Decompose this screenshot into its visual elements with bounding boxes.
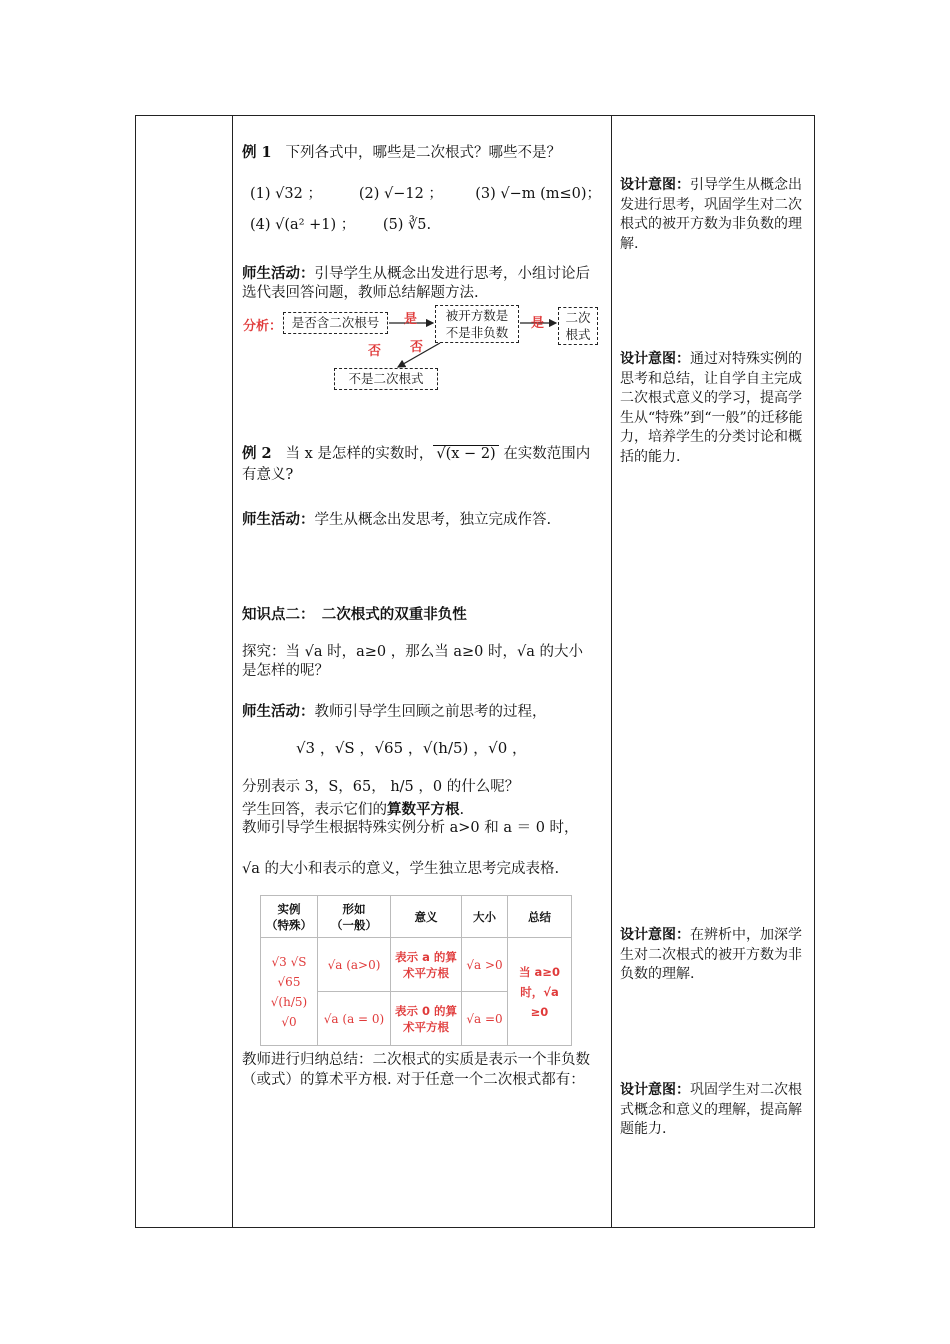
example1-item-5: (5) ∛5.: [382, 217, 432, 233]
example1-item-1: (1) √32 ；: [250, 186, 322, 202]
example2-q-part2: 在实数范围内有意义?: [242, 446, 591, 483]
example2-activity: [242, 510, 551, 530]
design-intent-4: [620, 1081, 808, 1140]
example1-item-2: (2) √−12 ；: [358, 186, 443, 202]
design-intent-1: [620, 176, 808, 254]
td-size2: √a =0: [462, 992, 508, 1046]
knowledge2-guide2: √a 的大小和表示的意义，学生独立思考完成表格.: [242, 861, 560, 877]
activity-text: 学生从概念出发思考，独立完成作答.: [314, 512, 552, 528]
summary-table: [260, 895, 572, 1046]
answer-bold: 算数平方根: [387, 801, 460, 818]
knowledge2-guide1: 教师引导学生根据特殊实例分析 a>0 和 a ＝ 0 时，: [242, 820, 579, 836]
flow-no-1: 否: [368, 344, 382, 359]
flow-no-2: 否: [410, 340, 424, 355]
flow-step2-line1: 被开方数是: [445, 308, 509, 323]
answer-pre: 学生回答，表示它们的: [242, 802, 387, 818]
td-conclusion: 当 a≥0 时，√a ≥0: [508, 938, 572, 1046]
flowchart-label: 分析：: [243, 319, 283, 334]
design-text: 在辨析中，加深学生对二次根式的被开方数为非负数的理解.: [620, 927, 802, 982]
knowledge2-title: 知识点二： 二次根式的双重非负性: [242, 606, 467, 623]
td-form2: √a (a = 0): [318, 992, 391, 1046]
td-form1: √a (a>0): [318, 938, 391, 992]
knowledge2-summary: 教师进行归纳总结：二次根式的实质是表示一个非负数（或式）的算术平方根. 对于任意一个二次根式都有：: [242, 1052, 590, 1088]
example2-question: [242, 443, 592, 486]
knowledge2-activity: [242, 702, 547, 722]
th-form-b: （一般）: [331, 917, 377, 932]
design-intent-3: [620, 926, 808, 985]
flow-step1-text: 是否含二次根号: [291, 315, 380, 330]
answer-post: .: [459, 802, 465, 818]
flow-not-text: 不是二次根式: [348, 371, 424, 386]
example1-question-text: 下列各式中，哪些是二次根式？哪些不是？: [285, 145, 561, 161]
flow-step2-line2: 不是非负数: [445, 325, 509, 340]
design-label: 设计意图：: [620, 927, 690, 943]
example2-expression: √(x − 2): [433, 445, 498, 462]
activity-text: 引导学生从概念出发进行思考，小组讨论后选代表回答问题，教师总结解题方法.: [242, 266, 590, 301]
design-text: 通过对特殊实例的思考和总结，让自学自主完成二次根式意义的学习，提高学生从“特殊”到“一般”的迁移能力，培养学生的分类讨论和概括的能力.: [620, 351, 803, 465]
knowledge2-explore: 探究：当 √a 时，a≥0 ，那么当 a≥0 时，√a 的大小是怎样的呢？: [242, 644, 583, 679]
td-size1: √a >0: [462, 938, 508, 992]
flow-step3-line1: 二次: [565, 310, 591, 325]
knowledge2-roots: √3 ，√S ，√65 ，√(h/5) ，√0 ，: [296, 739, 528, 757]
example1-items-row1: [250, 185, 601, 204]
design-label: 设计意图：: [620, 351, 690, 367]
column-divider-2: [611, 116, 612, 1227]
knowledge2-represent: 分别表示 3，S，65， h/5 ，0 的什么呢？: [242, 779, 520, 795]
th-form: [318, 896, 391, 938]
td-examples: √3 √S √65 √(h/5) √0: [261, 938, 318, 1046]
example1-heading: 例 1: [242, 144, 272, 161]
activity-text: 教师引导学生回顾之前思考的过程，: [314, 704, 547, 720]
activity-label: 师生活动：: [242, 265, 315, 282]
th-example-b: （特殊）: [266, 917, 312, 932]
example2-q-part1: 当 x 是怎样的实数时，: [285, 446, 434, 462]
th-example-a: 实例: [277, 901, 301, 916]
design-label: 设计意图：: [620, 177, 690, 193]
flow-box-is-root: [558, 307, 598, 345]
th-meaning: 意义: [391, 896, 462, 938]
design-label: 设计意图：: [620, 1082, 690, 1098]
td-meaning1: 表示 a 的算术平方根: [391, 938, 462, 992]
design-text: 巩固学生对二次根式概念和意义的理解，提高解题能力.: [620, 1082, 802, 1137]
activity-label: 师生活动：: [242, 703, 315, 720]
flow-step3-line2: 根式: [565, 327, 591, 342]
th-example: [261, 896, 318, 938]
example1-item-3: (3) √−m (m≤0)；: [475, 186, 602, 202]
td-meaning2: 表示 0 的算术平方根: [391, 992, 462, 1046]
example1-question: [242, 143, 592, 163]
flow-box-has-root: [283, 312, 388, 334]
example1-activity: [242, 264, 594, 303]
column-divider-1: [232, 116, 233, 1227]
example1-item-4: (4) √(a² +1) ；: [250, 217, 356, 233]
design-text: 引导学生从概念出发进行思考，巩固学生对二次根式的被开方数为非负数的理解.: [620, 177, 802, 252]
design-intent-2: [620, 350, 808, 467]
flow-yes-2: 是: [531, 316, 545, 331]
example1-items-row2: [250, 216, 431, 235]
knowledge2-answer: [242, 800, 464, 820]
th-summary: 总结: [508, 896, 572, 938]
th-form-a: 形如: [342, 901, 366, 916]
example2-heading: 例 2: [242, 445, 272, 462]
flow-yes-1: 是: [404, 312, 418, 327]
th-size: 大小: [462, 896, 508, 938]
activity-label: 师生活动：: [242, 511, 315, 528]
